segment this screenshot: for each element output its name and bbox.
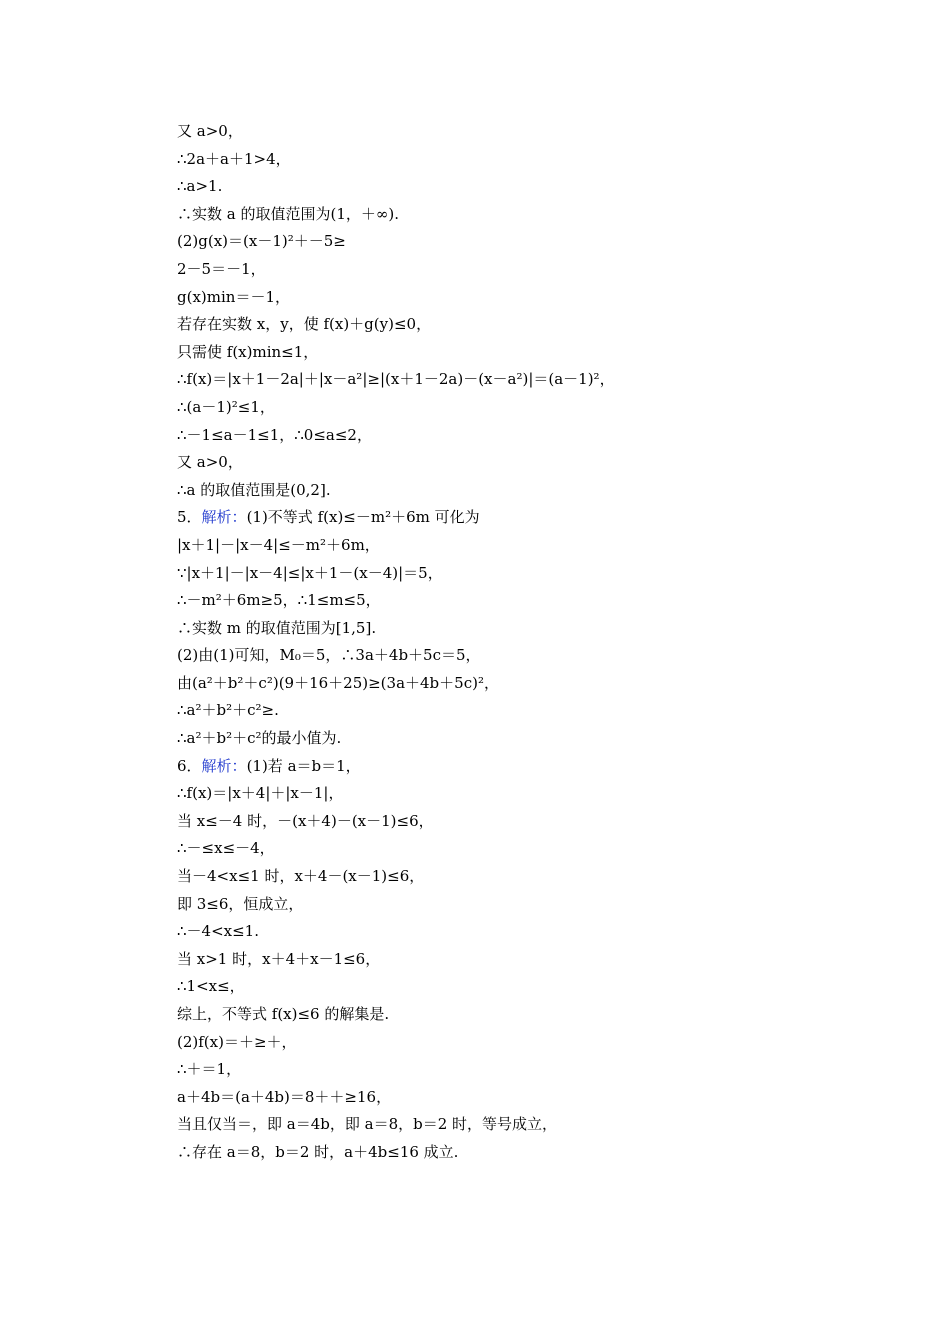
text-line <box>177 339 877 367</box>
line-text: g(x)min＝－1， <box>177 287 290 306</box>
line-text: 又 a>0， <box>177 122 243 140</box>
line-text: ∴(a－1)²≤1， <box>177 397 275 416</box>
text-line <box>177 422 877 450</box>
problem-number: 6． <box>177 756 202 775</box>
line-text: ∴－m²＋6m≥5，∴1≤m≤5， <box>177 591 381 610</box>
problem-number: 5． <box>177 508 202 527</box>
line-text: 综上，不等式 f(x)≤6 的解集是. <box>177 1005 390 1023</box>
text-line <box>177 1084 877 1112</box>
line-text: 当且仅当＝，即 a＝4b，即 a＝8，b＝2 时，等号成立， <box>177 1115 558 1134</box>
solution-label: 解析： <box>201 756 247 775</box>
text-line <box>177 946 877 974</box>
line-text: a＋4b＝(a＋4b)＝8＋＋≥16， <box>177 1087 392 1106</box>
text-line <box>177 311 877 339</box>
line-text: 只需使 f(x)min≤1， <box>177 342 319 361</box>
text-line <box>177 228 877 256</box>
line-text: 当 x≤－4 时，－(x＋4)－(x－1)≤6， <box>177 811 434 830</box>
line-text: ∴存在 a＝8，b＝2 时，a＋4b≤16 成立. <box>177 1142 459 1161</box>
line-text: ∴a 的取值范围是(0,2]. <box>177 480 331 499</box>
line-text: ∴－1≤a－1≤1，∴0≤a≤2， <box>177 425 372 444</box>
text-line <box>177 891 877 919</box>
document-body <box>177 118 877 1167</box>
line-text: ∴f(x)＝|x＋4|＋|x－1|， <box>177 784 344 803</box>
text-line <box>177 118 877 146</box>
line-text: 2－5＝－1， <box>177 259 266 278</box>
text-line <box>177 284 877 312</box>
text-line <box>177 532 877 560</box>
text-line <box>177 973 877 1001</box>
line-text: ∴－4<x≤1. <box>177 922 259 941</box>
line-text: 当 x>1 时，x＋4＋x－1≤6， <box>177 949 381 968</box>
line-text: ∴1<x≤， <box>177 977 245 996</box>
line-text: (2)f(x)＝＋≥＋， <box>177 1032 297 1051</box>
text-line <box>177 1111 877 1139</box>
line-text: ∴a²＋b²＋c²的最小值为. <box>177 729 342 748</box>
line-text: |x＋1|－|x－4|≤－m²＋6m， <box>177 535 380 554</box>
text-line <box>177 449 877 477</box>
text-line <box>177 1001 877 1029</box>
text-line <box>177 642 877 670</box>
text-line <box>177 697 877 725</box>
line-text: ∴f(x)＝|x＋1－2a|＋|x－a²|≥|(x＋1－2a)－(x－a²)|＝(a－1)²， <box>177 370 615 389</box>
text-line <box>177 808 877 836</box>
line-text: 即 3≤6，恒成立， <box>177 894 304 913</box>
text-line <box>177 615 877 643</box>
line-text: ∴实数 a 的取值范围为(1，＋∞). <box>177 204 399 223</box>
line-text: 当－4<x≤1 时，x＋4－(x－1)≤6， <box>177 867 425 886</box>
text-line <box>177 670 877 698</box>
text-line <box>177 753 877 781</box>
line-text: ∴－≤x≤－4， <box>177 839 275 858</box>
solution-label: 解析： <box>201 508 247 527</box>
line-text: ∴实数 m 的取值范围为[1,5]. <box>177 618 377 637</box>
text-line <box>177 256 877 284</box>
text-line <box>177 780 877 808</box>
text-line <box>177 173 877 201</box>
line-text: (1)若 a＝b＝1， <box>246 756 361 775</box>
line-text: 又 a>0， <box>177 453 243 472</box>
text-line <box>177 1056 877 1084</box>
text-line <box>177 835 877 863</box>
text-line <box>177 394 877 422</box>
text-line <box>177 477 877 505</box>
text-line <box>177 918 877 946</box>
line-text: ∴2a＋a＋1>4， <box>177 149 291 168</box>
line-text: ∴a>1. <box>177 177 223 196</box>
text-line <box>177 560 877 588</box>
text-line <box>177 1029 877 1057</box>
text-line <box>177 587 877 615</box>
text-line <box>177 863 877 891</box>
text-line <box>177 201 877 229</box>
text-line <box>177 366 877 394</box>
line-text: 若存在实数 x，y，使 f(x)＋g(y)≤0， <box>177 315 432 334</box>
line-text: (2)g(x)＝(x－1)²＋－5≥ <box>177 232 346 251</box>
line-text: (1)不等式 f(x)≤－m²＋6m 可化为 <box>246 508 480 527</box>
line-text: ∴a²＋b²＋c²≥. <box>177 701 279 720</box>
text-line <box>177 725 877 753</box>
text-line <box>177 1139 877 1167</box>
line-text: ∴＋＝1， <box>177 1060 242 1079</box>
text-line <box>177 504 877 532</box>
line-text: (2)由(1)可知，M₀＝5，∴3a＋4b＋5c＝5， <box>177 646 481 665</box>
line-text: ∵|x＋1|－|x－4|≤|x＋1－(x－4)|＝5， <box>177 563 443 582</box>
line-text: 由(a²＋b²＋c²)(9＋16＋25)≥(3a＋4b＋5c)²， <box>177 673 499 692</box>
text-line <box>177 146 877 174</box>
